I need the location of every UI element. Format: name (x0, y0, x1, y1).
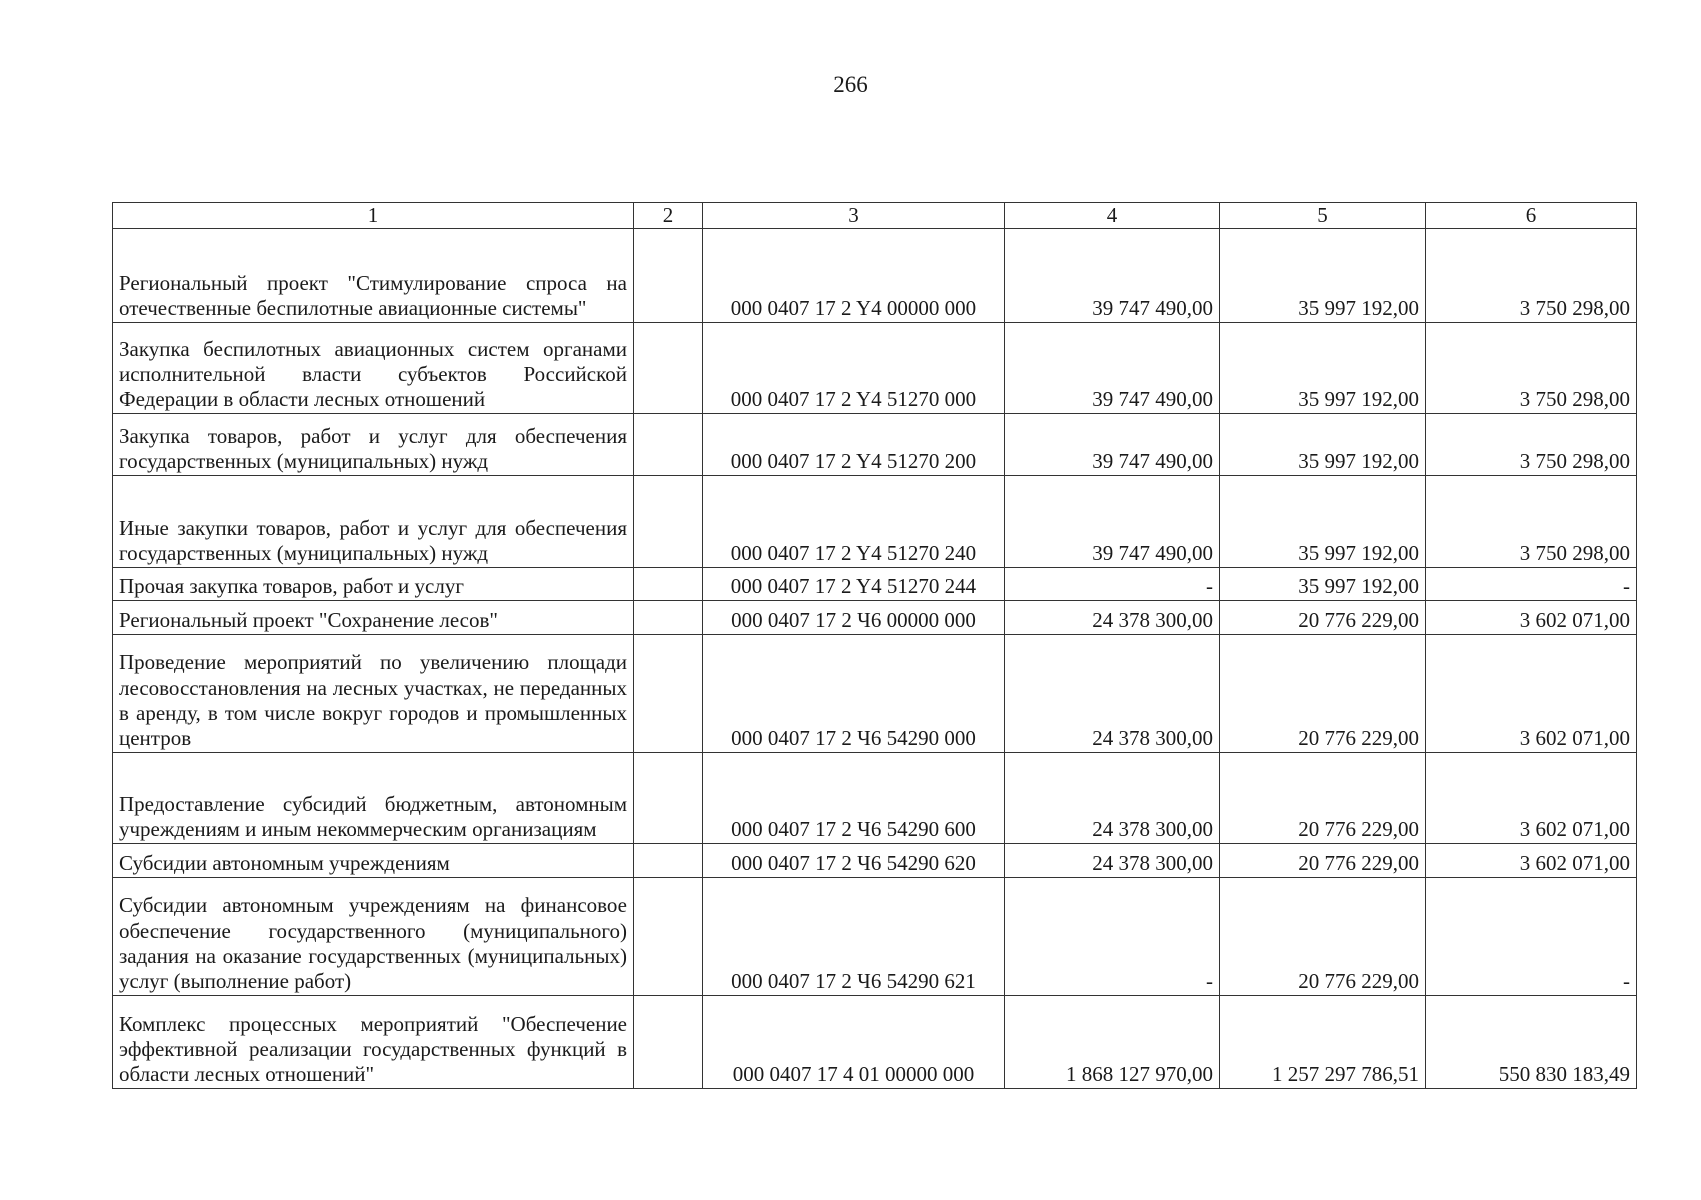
row-col2 (634, 229, 703, 323)
table-row (113, 601, 1637, 635)
table-row (113, 996, 1637, 1089)
row-col4: 24 378 300,00 (1005, 844, 1220, 878)
table-body (113, 229, 1637, 1089)
row-col4: 24 378 300,00 (1005, 635, 1220, 753)
row-name: Комплекс процессных мероприятий "Обеспечение эффективной реализации государственных функций в области лесных отношений" (113, 996, 634, 1089)
row-col5: 35 997 192,00 (1220, 229, 1426, 323)
row-col4: 24 378 300,00 (1005, 753, 1220, 844)
budget-table (112, 202, 1637, 1089)
row-col6: 3 602 071,00 (1426, 753, 1637, 844)
header-col-2: 2 (634, 203, 703, 229)
row-col4: 39 747 490,00 (1005, 229, 1220, 323)
row-col6: 3 602 071,00 (1426, 635, 1637, 753)
row-col6: 3 750 298,00 (1426, 323, 1637, 414)
table-row (113, 414, 1637, 476)
row-col5: 20 776 229,00 (1220, 601, 1426, 635)
row-col5: 35 997 192,00 (1220, 476, 1426, 568)
table-row (113, 753, 1637, 844)
row-name: Проведение мероприятий по увеличению площади лесовосстановления на лесных участках, не переданных в аренду, в том числе вокруг городов и промышленных центров (113, 635, 634, 753)
page-number: 266 (833, 72, 868, 97)
row-code: 000 0407 17 2 Y4 51270 240 (703, 476, 1005, 568)
row-col5: 35 997 192,00 (1220, 568, 1426, 601)
header-row (113, 203, 1637, 229)
header-col-6: 6 (1426, 203, 1637, 229)
row-col4: 39 747 490,00 (1005, 414, 1220, 476)
table-row (113, 568, 1637, 601)
table-row (113, 323, 1637, 414)
row-col5: 35 997 192,00 (1220, 323, 1426, 414)
row-col2 (634, 601, 703, 635)
row-col2 (634, 568, 703, 601)
table-row (113, 476, 1637, 568)
row-col6: 3 602 071,00 (1426, 844, 1637, 878)
row-col6: - (1426, 878, 1637, 996)
table-row (113, 844, 1637, 878)
row-code: 000 0407 17 2 Ч6 54290 621 (703, 878, 1005, 996)
row-col6: 3 750 298,00 (1426, 229, 1637, 323)
header-col-3: 3 (703, 203, 1005, 229)
row-code: 000 0407 17 2 Y4 00000 000 (703, 229, 1005, 323)
row-col6: 550 830 183,49 (1426, 996, 1637, 1089)
row-col6: 3 750 298,00 (1426, 414, 1637, 476)
row-col2 (634, 753, 703, 844)
table-row (113, 229, 1637, 323)
row-col4: 1 868 127 970,00 (1005, 996, 1220, 1089)
row-col4: 39 747 490,00 (1005, 323, 1220, 414)
row-code: 000 0407 17 2 Y4 51270 000 (703, 323, 1005, 414)
row-col5: 20 776 229,00 (1220, 844, 1426, 878)
row-col5: 20 776 229,00 (1220, 635, 1426, 753)
row-col5: 20 776 229,00 (1220, 753, 1426, 844)
header-col-4: 4 (1005, 203, 1220, 229)
row-col4: 39 747 490,00 (1005, 476, 1220, 568)
row-col2 (634, 996, 703, 1089)
table-row (113, 878, 1637, 996)
row-col5: 1 257 297 786,51 (1220, 996, 1426, 1089)
row-col2 (634, 414, 703, 476)
row-col5: 35 997 192,00 (1220, 414, 1426, 476)
row-col5: 20 776 229,00 (1220, 878, 1426, 996)
row-name: Субсидии автономным учреждениям на финансовое обеспечение государственного (муниципального) задания на оказание государственных (муниципальных) услуг (выполнение работ) (113, 878, 634, 996)
row-code: 000 0407 17 2 Y4 51270 244 (703, 568, 1005, 601)
row-col2 (634, 878, 703, 996)
row-col2 (634, 323, 703, 414)
row-name: Закупка беспилотных авиационных систем органами исполнительной власти субъектов Российской Федерации в области лесных отношений (113, 323, 634, 414)
row-name: Закупка товаров, работ и услуг для обеспечения государственных (муниципальных) нужд (113, 414, 634, 476)
row-col6: 3 602 071,00 (1426, 601, 1637, 635)
header-col-5: 5 (1220, 203, 1426, 229)
row-code: 000 0407 17 4 01 00000 000 (703, 996, 1005, 1089)
row-col2 (634, 476, 703, 568)
row-col6: - (1426, 568, 1637, 601)
row-code: 000 0407 17 2 Ч6 54290 000 (703, 635, 1005, 753)
row-name: Региональный проект "Сохранение лесов" (113, 601, 634, 635)
row-name: Субсидии автономным учреждениям (113, 844, 634, 878)
row-code: 000 0407 17 2 Y4 51270 200 (703, 414, 1005, 476)
row-name: Прочая закупка товаров, работ и услуг (113, 568, 634, 601)
row-code: 000 0407 17 2 Ч6 54290 600 (703, 753, 1005, 844)
row-code: 000 0407 17 2 Ч6 00000 000 (703, 601, 1005, 635)
row-name: Региональный проект "Стимулирование спроса на отечественные беспилотные авиационные системы" (113, 229, 634, 323)
row-col6: 3 750 298,00 (1426, 476, 1637, 568)
row-col2 (634, 635, 703, 753)
row-col2 (634, 844, 703, 878)
row-code: 000 0407 17 2 Ч6 54290 620 (703, 844, 1005, 878)
row-col4: - (1005, 568, 1220, 601)
table-row (113, 635, 1637, 753)
table-header (113, 203, 1637, 229)
row-col4: 24 378 300,00 (1005, 601, 1220, 635)
header-col-1: 1 (113, 203, 634, 229)
row-col4: - (1005, 878, 1220, 996)
row-name: Предоставление субсидий бюджетным, автономным учреждениям и иным некоммерческим организациям (113, 753, 634, 844)
row-name: Иные закупки товаров, работ и услуг для обеспечения государственных (муниципальных) нужд (113, 476, 634, 568)
